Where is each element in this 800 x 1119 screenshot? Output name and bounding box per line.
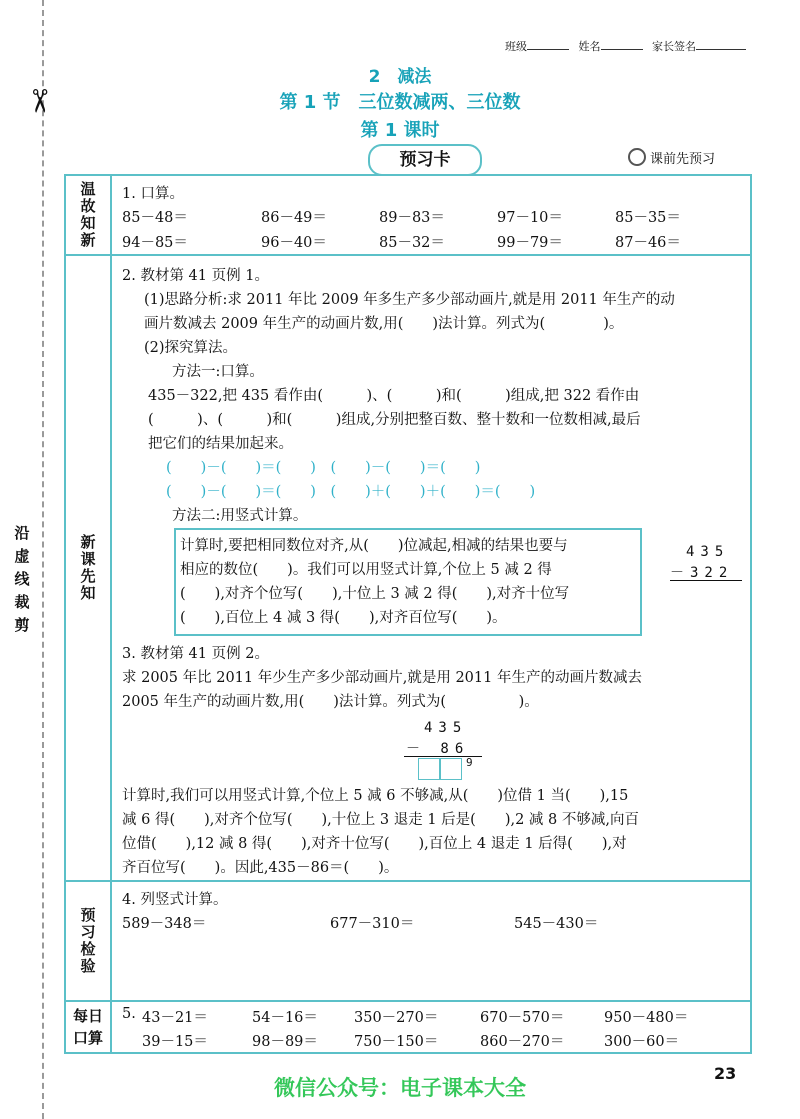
box-text: ( ),对齐个位写( ),十位上 3 减 2 得( ),对齐十位写 <box>180 586 570 602</box>
borrow-note: 9 <box>466 756 479 769</box>
q3-text: 齐百位写( )。因此,435－86＝( )。 <box>122 860 399 876</box>
page-number: 23 <box>714 1064 737 1083</box>
q3-text: 求 2005 年比 2011 年少生产多少部动画片,就是用 2011 年生产的动画片数减去 <box>122 670 642 686</box>
q1-item: 85－35＝ <box>615 210 681 226</box>
q5-item: 300－60＝ <box>604 1034 680 1050</box>
side-daily: 每日口算 <box>66 1002 112 1052</box>
box-text: 相应的数位( )。我们可以用竖式计算,个位上 5 减 2 得 <box>180 562 552 578</box>
q2-text: 方法二:用竖式计算。 <box>172 508 308 524</box>
q2-text: 方法一:口算。 <box>172 364 264 380</box>
q3-text: 2005 年生产的动画片数,用( )法计算。列式为( )。 <box>122 694 539 710</box>
q5-item: 670－570＝ <box>480 1010 565 1026</box>
answer-box[interactable] <box>418 758 440 780</box>
scissors-icon: ✂ <box>20 87 59 115</box>
answer-box[interactable] <box>440 758 462 780</box>
q5-item: 950－480＝ <box>604 1010 689 1026</box>
clock-icon <box>628 148 646 166</box>
q5-item: 750－150＝ <box>354 1034 439 1050</box>
side-review: 温故知新 <box>66 176 112 254</box>
q5-item: 54－16＝ <box>252 1010 318 1026</box>
worksheet-frame <box>64 174 752 1054</box>
cut-dashed-line <box>42 0 44 1119</box>
q2-text: (1)思路分析:求 2011 年比 2009 年多生产多少部动画片,就是用 2011 年生产的动 <box>144 292 675 308</box>
side-new: 新课先知 <box>66 256 112 880</box>
q4-item: 545－430＝ <box>514 916 599 932</box>
q4-item: 677－310＝ <box>330 916 415 932</box>
card-label: 预习卡 <box>368 144 482 176</box>
side-check: 预习检验 <box>66 882 112 1000</box>
q3-title: 3. 教材第 41 页例 2。 <box>122 646 269 662</box>
q2-title: 2. 教材第 41 页例 1。 <box>122 268 269 284</box>
q3-text: 减 6 得( ),对齐个位写( ),十位上 3 退走 1 后是( ),2 减 8 不够减,向百 <box>122 812 639 828</box>
q1-title: 1. 口算。 <box>122 186 184 202</box>
vertical-top: 435 <box>424 720 468 736</box>
q2-text: 把它们的结果加起来。 <box>148 436 293 452</box>
box-text: ( ),百位上 4 减 3 得( ),对齐百位写( )。 <box>180 610 507 626</box>
q1-item: 99－79＝ <box>497 235 563 251</box>
q1-item: 85－32＝ <box>379 235 445 251</box>
q1-item: 89－83＝ <box>379 210 445 226</box>
section-title: 第 1 节 三位数减两、三位数 <box>279 92 521 113</box>
q1-item: 97－10＝ <box>497 210 563 226</box>
q2-text: 画片数减去 2009 年生产的动画片数,用( )法计算。列式为( )。 <box>144 316 624 332</box>
q2-text: (2)探究算法。 <box>144 340 238 356</box>
q1-item: 96－40＝ <box>261 235 327 251</box>
preview-tag: 课前先预习 <box>628 148 715 167</box>
vertical-bottom: － 86 <box>406 741 470 757</box>
q3-text: 计算时,我们可以用竖式计算,个位上 5 减 6 不够减,从( )位借 1 当( ),15 <box>122 788 629 804</box>
chapter-title: 2 减法 <box>368 67 432 87</box>
q2-text: ( )、( )和( )组成,分别把整百数、整十数和一位数相减,最后 <box>148 412 641 428</box>
q4-item: 589－348＝ <box>122 916 207 932</box>
vertical-top: 435 <box>686 544 730 560</box>
q1-item: 94－85＝ <box>122 235 188 251</box>
q5-item: 43－21＝ <box>142 1010 208 1026</box>
box-text: 计算时,要把相同数位对齐,从( )位减起,相减的结果也要与 <box>180 538 568 554</box>
q5-item: 98－89＝ <box>252 1034 318 1050</box>
q3-text: 位借( ),12 减 8 得( ),对齐十位写( ),百位上 4 退走 1 后得( ),对 <box>122 836 627 852</box>
vertical-bottom: －322 <box>670 565 734 581</box>
q5-item: 350－270＝ <box>354 1010 439 1026</box>
q2-equation: ( )－( )＝( ) ( )＋( )＋( )＝( ) <box>166 484 536 500</box>
cut-label: 沿虚线裁剪 <box>14 524 30 634</box>
q4-title: 4. 列竖式计算。 <box>122 892 228 908</box>
lesson-title: 第 1 课时 <box>360 120 440 141</box>
q1-item: 85－48＝ <box>122 210 188 226</box>
q5-item: 39－15＝ <box>142 1034 208 1050</box>
header-meta: 班级 姓名 家长签名 <box>505 38 752 54</box>
q1-item: 86－49＝ <box>261 210 327 226</box>
watermark: 微信公众号：电子课本大全 <box>274 1076 526 1100</box>
q2-text: 435－322,把 435 看作由( )、( )和( )组成,把 322 看作由 <box>148 388 640 404</box>
q5-item: 860－270＝ <box>480 1034 565 1050</box>
q1-item: 87－46＝ <box>615 235 681 251</box>
q2-equation: ( )－( )＝( ) ( )－( )＝( ) <box>166 460 481 476</box>
q5-label: 5. <box>122 1006 136 1022</box>
